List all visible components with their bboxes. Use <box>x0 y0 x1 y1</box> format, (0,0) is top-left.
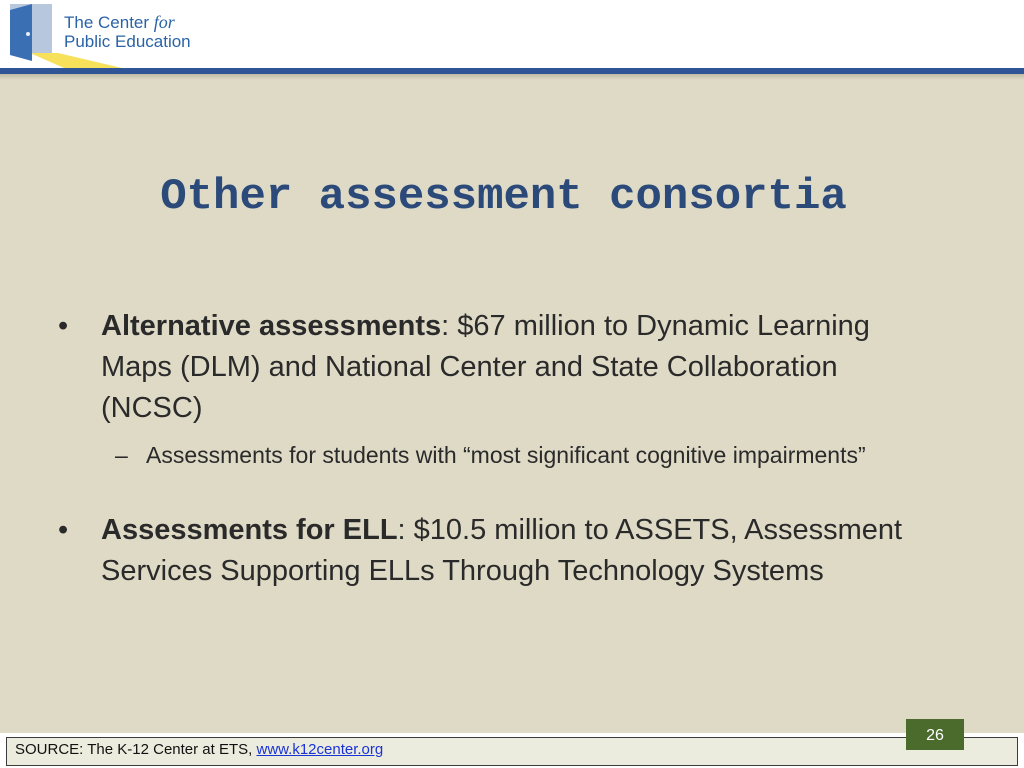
page-number-badge: 26 <box>906 719 964 750</box>
source-prefix: SOURCE: The K-12 Center at ETS, <box>15 741 257 758</box>
bullet-text: : $10.5 million to ASSETS, Assessment Services Supporting ELLs Through Technology Systems <box>101 514 903 587</box>
sub-bullet-text: Assessments for students with “most significant cognitive impairments” <box>146 442 866 468</box>
logo-wordmark <box>64 13 191 51</box>
bullet-text: : $67 million to Dynamic Learning Maps (DLM) and National Center and State Collaboration (NCSC) <box>101 310 870 424</box>
bullet-glyph: • <box>58 514 69 546</box>
bullet-glyph: • <box>58 310 69 342</box>
logo-line1: The Center <box>64 13 154 32</box>
source-link[interactable]: www.k12center.org <box>256 741 384 758</box>
source-citation <box>15 741 383 758</box>
header-rule-shadow <box>0 74 1024 80</box>
bullet-ell-assessments <box>58 510 938 592</box>
dash-glyph: – <box>115 442 128 468</box>
logo-line2: Public Education <box>64 32 191 51</box>
sub-bullet-cognitive-impairments <box>101 438 938 472</box>
bullet-alternative-assessments <box>58 306 938 429</box>
slide-header <box>0 0 1024 70</box>
bullet-heading: Assessments for ELL <box>101 514 398 546</box>
slide-title: Other assessment consortia <box>160 172 847 222</box>
logo-for: for <box>153 12 175 32</box>
bullet-heading: Alternative assessments <box>101 310 442 342</box>
slide-body <box>58 306 938 592</box>
